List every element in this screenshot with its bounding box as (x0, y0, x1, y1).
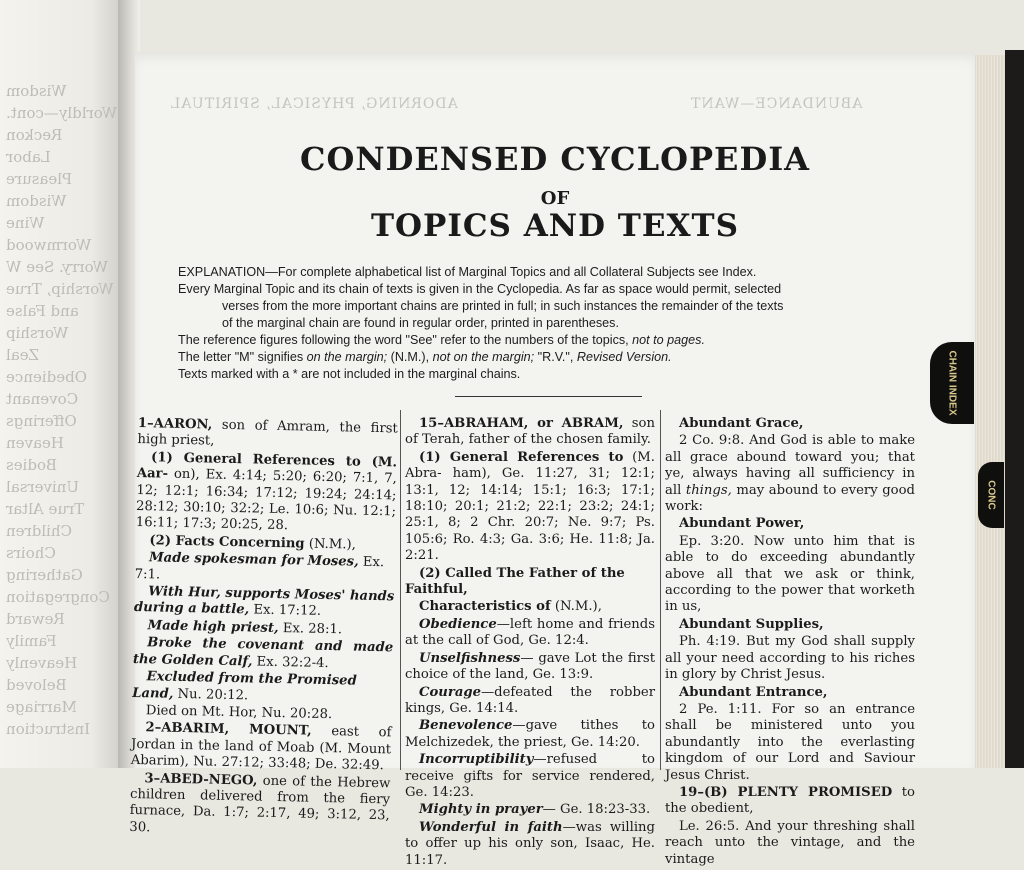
characteristic-title: Benevolence (419, 718, 513, 734)
characteristic (405, 685, 655, 718)
left-page-bleed-text: Instruction (6, 720, 91, 738)
explanation-text: (N.M.), (387, 350, 433, 364)
left-page-bleed-text: Worship, True (6, 280, 114, 298)
characteristic (405, 802, 655, 818)
page-title-line1: CONDENSED CYCLOPEDIA (300, 140, 810, 178)
left-page-bleed-text: Reward (6, 610, 65, 628)
verse: Ep. 3:20. Now unto him that is able to do exceeding abundantly above all that we ask or think, according to the power that worketh in us, (665, 533, 915, 615)
explanation-italic: not on the margin; (432, 350, 535, 364)
characteristic-title: Incorruptibility (419, 752, 534, 768)
explanation-line: Every Marginal Topic and its chain of texts is given in the Cyclopedia. As far as space would permit, selected (178, 282, 782, 296)
column-2 (405, 416, 655, 870)
entry-text: east of Jordan in the land of Moab (M. Mount Abarim), Nu. 27:12; 33:48; De. 32:49. (130, 724, 392, 774)
subentry-heading: (1) General References to (M. Aar- (136, 450, 398, 482)
fact-title: Excluded from the Promised Land, (132, 669, 357, 702)
characteristic-text: —defeated the robber kings, Ge. 14:14. (405, 684, 655, 716)
column-1 (129, 416, 398, 843)
topic-title: Abundant Power, (679, 516, 805, 532)
entry-text: son of Amram, the first high priest, (137, 417, 398, 450)
characteristic-text: —left home and friends at the call of God, Ge. 12:4. (405, 616, 655, 649)
explanation-text: The letter "M" signifies (178, 350, 307, 364)
left-page-bleed-text: Heaven (6, 434, 64, 452)
characteristic (405, 617, 655, 650)
explanation-line (178, 349, 898, 366)
page-edges (975, 55, 1005, 768)
entry-heading: 2–ABARIM, MOUNT, (145, 720, 312, 740)
book-cover (1005, 50, 1024, 768)
subentry (405, 450, 655, 565)
fact-ref: Ex. 17:12. (249, 602, 322, 620)
explanation-italic: Revised Version. (576, 350, 672, 364)
verse: 2 Pe. 1:11. For so an entrance shall be ministered unto you abundantly into the everlasting kingdom of our Lord and Saviour Jesus Christ. (665, 701, 915, 783)
fact (133, 635, 394, 673)
topic-heading (665, 685, 915, 701)
left-page-bleed-text: Labor (6, 148, 51, 166)
characteristic-title: Unselfishness (419, 650, 521, 666)
fact-ref: Nu. 20:12. (173, 686, 249, 703)
subentry-heading: (2) Facts Concerning (149, 533, 305, 552)
explanation-block (178, 264, 898, 383)
fact-ref: Ex. 32:2-4. (252, 654, 329, 671)
thumb-tab-chain-index[interactable] (930, 342, 974, 424)
left-page-bleed-text: Worry. See W (6, 258, 109, 276)
topic-title: Abundant Supplies, (679, 616, 824, 632)
verse: Le. 26:5. And your threshing shall reach unto the vintage, and the vintage (665, 818, 915, 867)
subentry (136, 450, 398, 537)
page-title-of: OF (540, 188, 570, 209)
subentry-text: (N.M.), (304, 536, 357, 553)
fact-ref: Nu. 20:28. (257, 705, 333, 723)
entry-text: son of Terah, father of the chosen family. (405, 416, 655, 448)
column-divider (660, 410, 661, 770)
bleed-through-header (150, 92, 950, 122)
fact-title: Made spokesman for Moses, (148, 550, 359, 570)
explanation-italic: not to pages. (632, 333, 705, 347)
subentry-heading: (1) General References to (419, 449, 624, 465)
topic-heading (665, 416, 915, 432)
entry-abarim (131, 720, 392, 775)
left-page-bleed-text: Offerings (6, 412, 77, 430)
verse (665, 433, 915, 515)
subentry-text: on), Ex. 4:14; 5:20; 6:20; 7:1, 7, 12; 12:1; 16:34; 17:12; 19:24; 24:14; 28:12; 30:10; 32:2; Le. 10:6; Nu. 12:1; 16:11; 17:3; 20:25, 28. (135, 466, 397, 534)
entry-text: to the obedient, (665, 784, 915, 817)
characteristic (405, 651, 655, 684)
entry-heading: 3–ABED-NEGO, (144, 770, 258, 789)
left-page-bleed-text: Wisdom (6, 192, 67, 210)
left-page-bleed-text: and False (6, 302, 79, 320)
entry-abraham (405, 416, 655, 449)
explanation-line: Texts marked with a * are not included in the marginal chains. (178, 367, 521, 381)
left-page-bleed-text: Wisdom (6, 82, 67, 100)
topic-title: Abundant Grace, (679, 416, 804, 431)
left-page-bleed-text: Wine (6, 214, 45, 232)
divider-rule (455, 396, 642, 397)
fact (134, 584, 395, 622)
characteristic-text: —gave tithes to Melchizedek, the priest, Ge. 14:20. (405, 718, 655, 750)
left-page-bleed-text: Worship (6, 324, 69, 342)
verse-italic: things, (685, 482, 732, 498)
left-page-bleed-text: True Altar (6, 500, 85, 518)
topic-heading (665, 617, 915, 633)
tab-label: CHAIN INDEX (946, 350, 958, 416)
fact-ref: Ex. 7:1. (134, 554, 385, 583)
entry-text: one of the Hebrew children delivered from the fiery furnace, Da. 1:7; 2:17, 49; 3:12, 23, 30. (129, 773, 391, 836)
column-3 (665, 416, 915, 869)
entry-heading: 15–ABRAHAM, or ABRAM, (419, 416, 624, 431)
left-page-bleed-text: Wormwood (6, 236, 92, 254)
characteristic-text: — Ge. 18:23-33. (542, 802, 651, 818)
left-page-bleed-text: Worldly—cont. (6, 104, 118, 122)
fact-title: Made high priest, (147, 618, 279, 636)
left-page-bleed-text: Bodies (6, 456, 58, 474)
left-page-bleed-text: Universal (6, 478, 80, 496)
entry-plenty-promised (665, 785, 915, 818)
entry-heading: 19–(B) PLENTY PROMISED (679, 784, 893, 800)
characteristic-title: Mighty in prayer (419, 802, 543, 818)
entry-aaron (137, 416, 398, 454)
characteristic-text: —was willing to offer up his only son, Isaac, He. 11:17. (405, 819, 655, 868)
page-title-line2: TOPICS AND TEXTS (370, 208, 739, 244)
characteristic-title: Courage (419, 684, 481, 700)
fact-title: Died on Mt. Hor, (145, 703, 258, 721)
characteristic-title: Obedience (419, 616, 497, 632)
verse-text: may abound to every good work: (665, 482, 916, 515)
bleed-header-left: ADORNING, PHYSICAL, SPIRITUAL (170, 96, 458, 112)
left-page-bleed-text: Obedience (6, 368, 87, 386)
characteristic (405, 752, 655, 801)
left-page-bleed-text: Heavenly (6, 654, 78, 672)
subentry-text: (M. Abra- (405, 449, 655, 482)
left-page-bleed-text: Marriage (6, 698, 77, 716)
characteristic (405, 820, 655, 869)
fact-ref: Ex. 28:1. (278, 620, 343, 638)
explanation-text: "R.V.", (534, 350, 577, 364)
subentry-text: ham), Ge. 11:27, 31; 12:1; 13:1, 12; 14:14; 15:1; 16:3; 17:1; 18:10; 20:1; 21:2; 22:1; 23:2; 24:1; 25:1, 8; 2 Chr. 20:7; Ne. 9:7; Ps. 105:6; Ro. 4:3; Ga. 3:6; He. 11:8; Ja. 2:21. (405, 466, 655, 564)
topic-title: Abundant Entrance, (679, 684, 828, 700)
fact-title: Broke the covenant and made the Golden Calf, (132, 635, 394, 670)
left-page-bleed-text: Choirs (6, 544, 56, 562)
left-page (0, 0, 130, 768)
column-divider (400, 410, 401, 770)
explanation-text: The reference figures following the word "See" refer to the numbers of the topics, (178, 333, 633, 347)
subentry-heading: (2) Called The Father of the Faithful, (405, 565, 625, 598)
subentry-heading: Characteristics of (419, 599, 551, 615)
bleed-header-right: ABUNDANCE—WANT (690, 96, 863, 112)
entry-abed-nego (129, 770, 390, 841)
explanation-line: verses from the more important chains are printed in full; in such instances the remainder of the texts (222, 299, 784, 313)
subentry (405, 566, 655, 599)
explanation-line: EXPLANATION—For complete alphabetical list of Marginal Topics and all Collateral Subjects see Index. (178, 265, 757, 279)
explanation-italic: on the margin; (306, 350, 388, 364)
subentry (405, 599, 655, 615)
left-page-bleed-text: Zeal (6, 346, 40, 364)
tab-label: CONC (985, 480, 997, 510)
fact-title: With Hur, supports Moses' hands during a battle, (133, 584, 395, 618)
left-page-bleed-text: Pleasure (6, 170, 73, 188)
left-page-bleed-text: Beloved (6, 676, 67, 694)
left-page-bleed-text: Covenant (6, 390, 79, 408)
thumb-tab-conc[interactable] (978, 462, 1004, 528)
fact (132, 669, 393, 707)
left-page-bleed-text: Family (6, 632, 57, 650)
characteristic (405, 718, 655, 751)
subentry-text: (N.M.), (550, 599, 602, 615)
entry-heading: 1–AARON, (137, 416, 213, 433)
characteristic-text: — gave Lot the first choice of the land, Ge. 13:9. (405, 650, 655, 683)
explanation-line: of the marginal chain are found in regular order, printed in parentheses. (222, 316, 619, 330)
topic-heading (665, 516, 915, 532)
left-page-bleed-text: Reckon (6, 126, 63, 144)
characteristic-title: Wonderful in faith (419, 819, 563, 835)
left-page-bleed-text: Gathering (6, 566, 83, 584)
fact (135, 550, 396, 588)
left-page-bleed-text: Children (6, 522, 73, 540)
verse-text: 2 Co. 9:8. And God is able to make all grace abound toward you; that ye, always having all sufficiency in all (665, 433, 915, 498)
explanation-line (178, 332, 898, 349)
characteristic-text: —refused to receive gifts for service rendered, Ge. 14:23. (405, 752, 655, 800)
left-page-bleed-text: Congregation (6, 588, 110, 606)
verse: Ph. 4:19. But my God shall supply all your need according to his riches in glory by Christ Jesus. (665, 634, 915, 683)
